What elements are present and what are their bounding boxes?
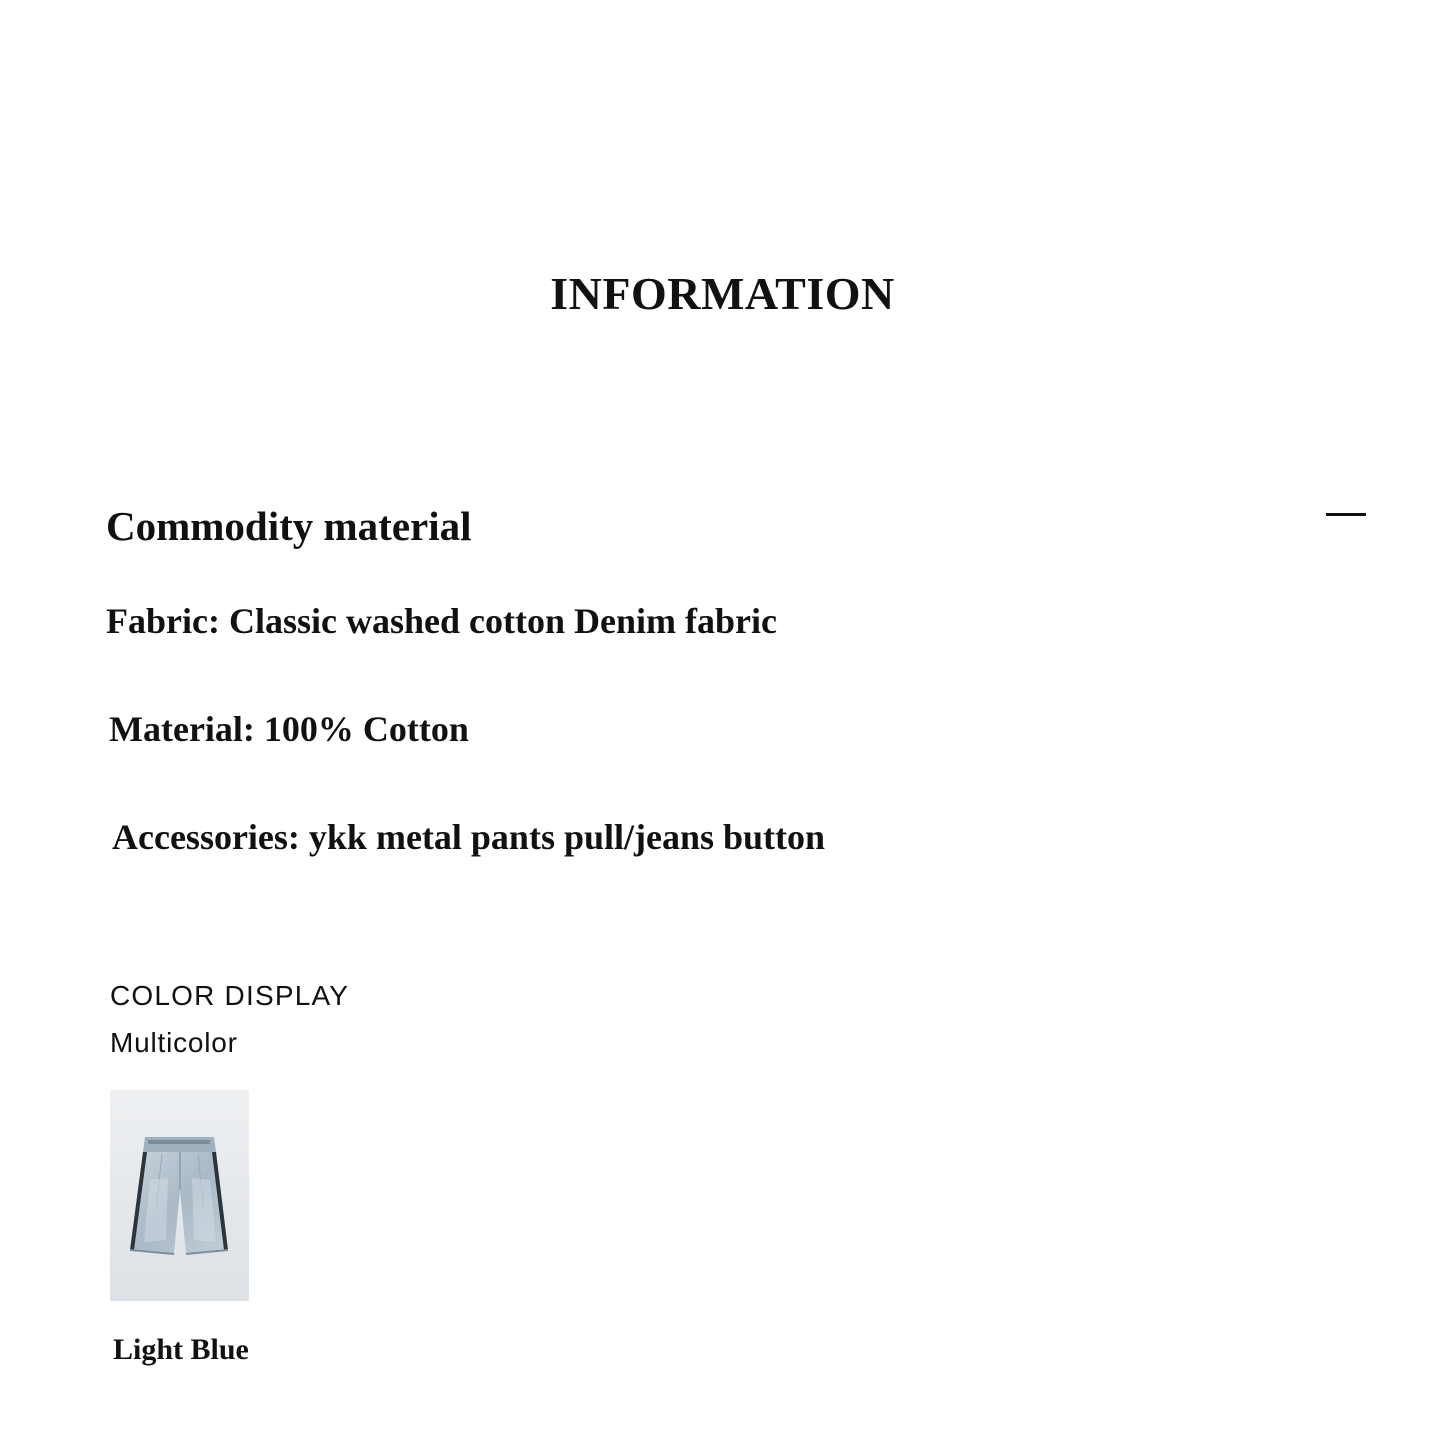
fabric-detail: Fabric: Classic washed cotton Denim fabric (106, 601, 777, 641)
swatch-label: Light Blue (113, 1333, 249, 1366)
page-title: INFORMATION (550, 268, 895, 319)
color-display-subheading: Multicolor (110, 1027, 238, 1058)
collapse-toggle-button[interactable] (1324, 498, 1368, 534)
minus-icon (1326, 513, 1366, 516)
accessories-detail: Accessories: ykk metal pants pull/jeans button (112, 817, 826, 857)
material-detail: Material: 100% Cotton (109, 709, 469, 749)
commodity-material-header[interactable] (106, 498, 1368, 558)
color-swatch-light-blue[interactable] (110, 1090, 249, 1301)
section-title: Commodity material (106, 503, 472, 549)
light-blue-denim-shorts-image (110, 1090, 249, 1301)
color-display-heading: COLOR DISPLAY (110, 980, 350, 1011)
